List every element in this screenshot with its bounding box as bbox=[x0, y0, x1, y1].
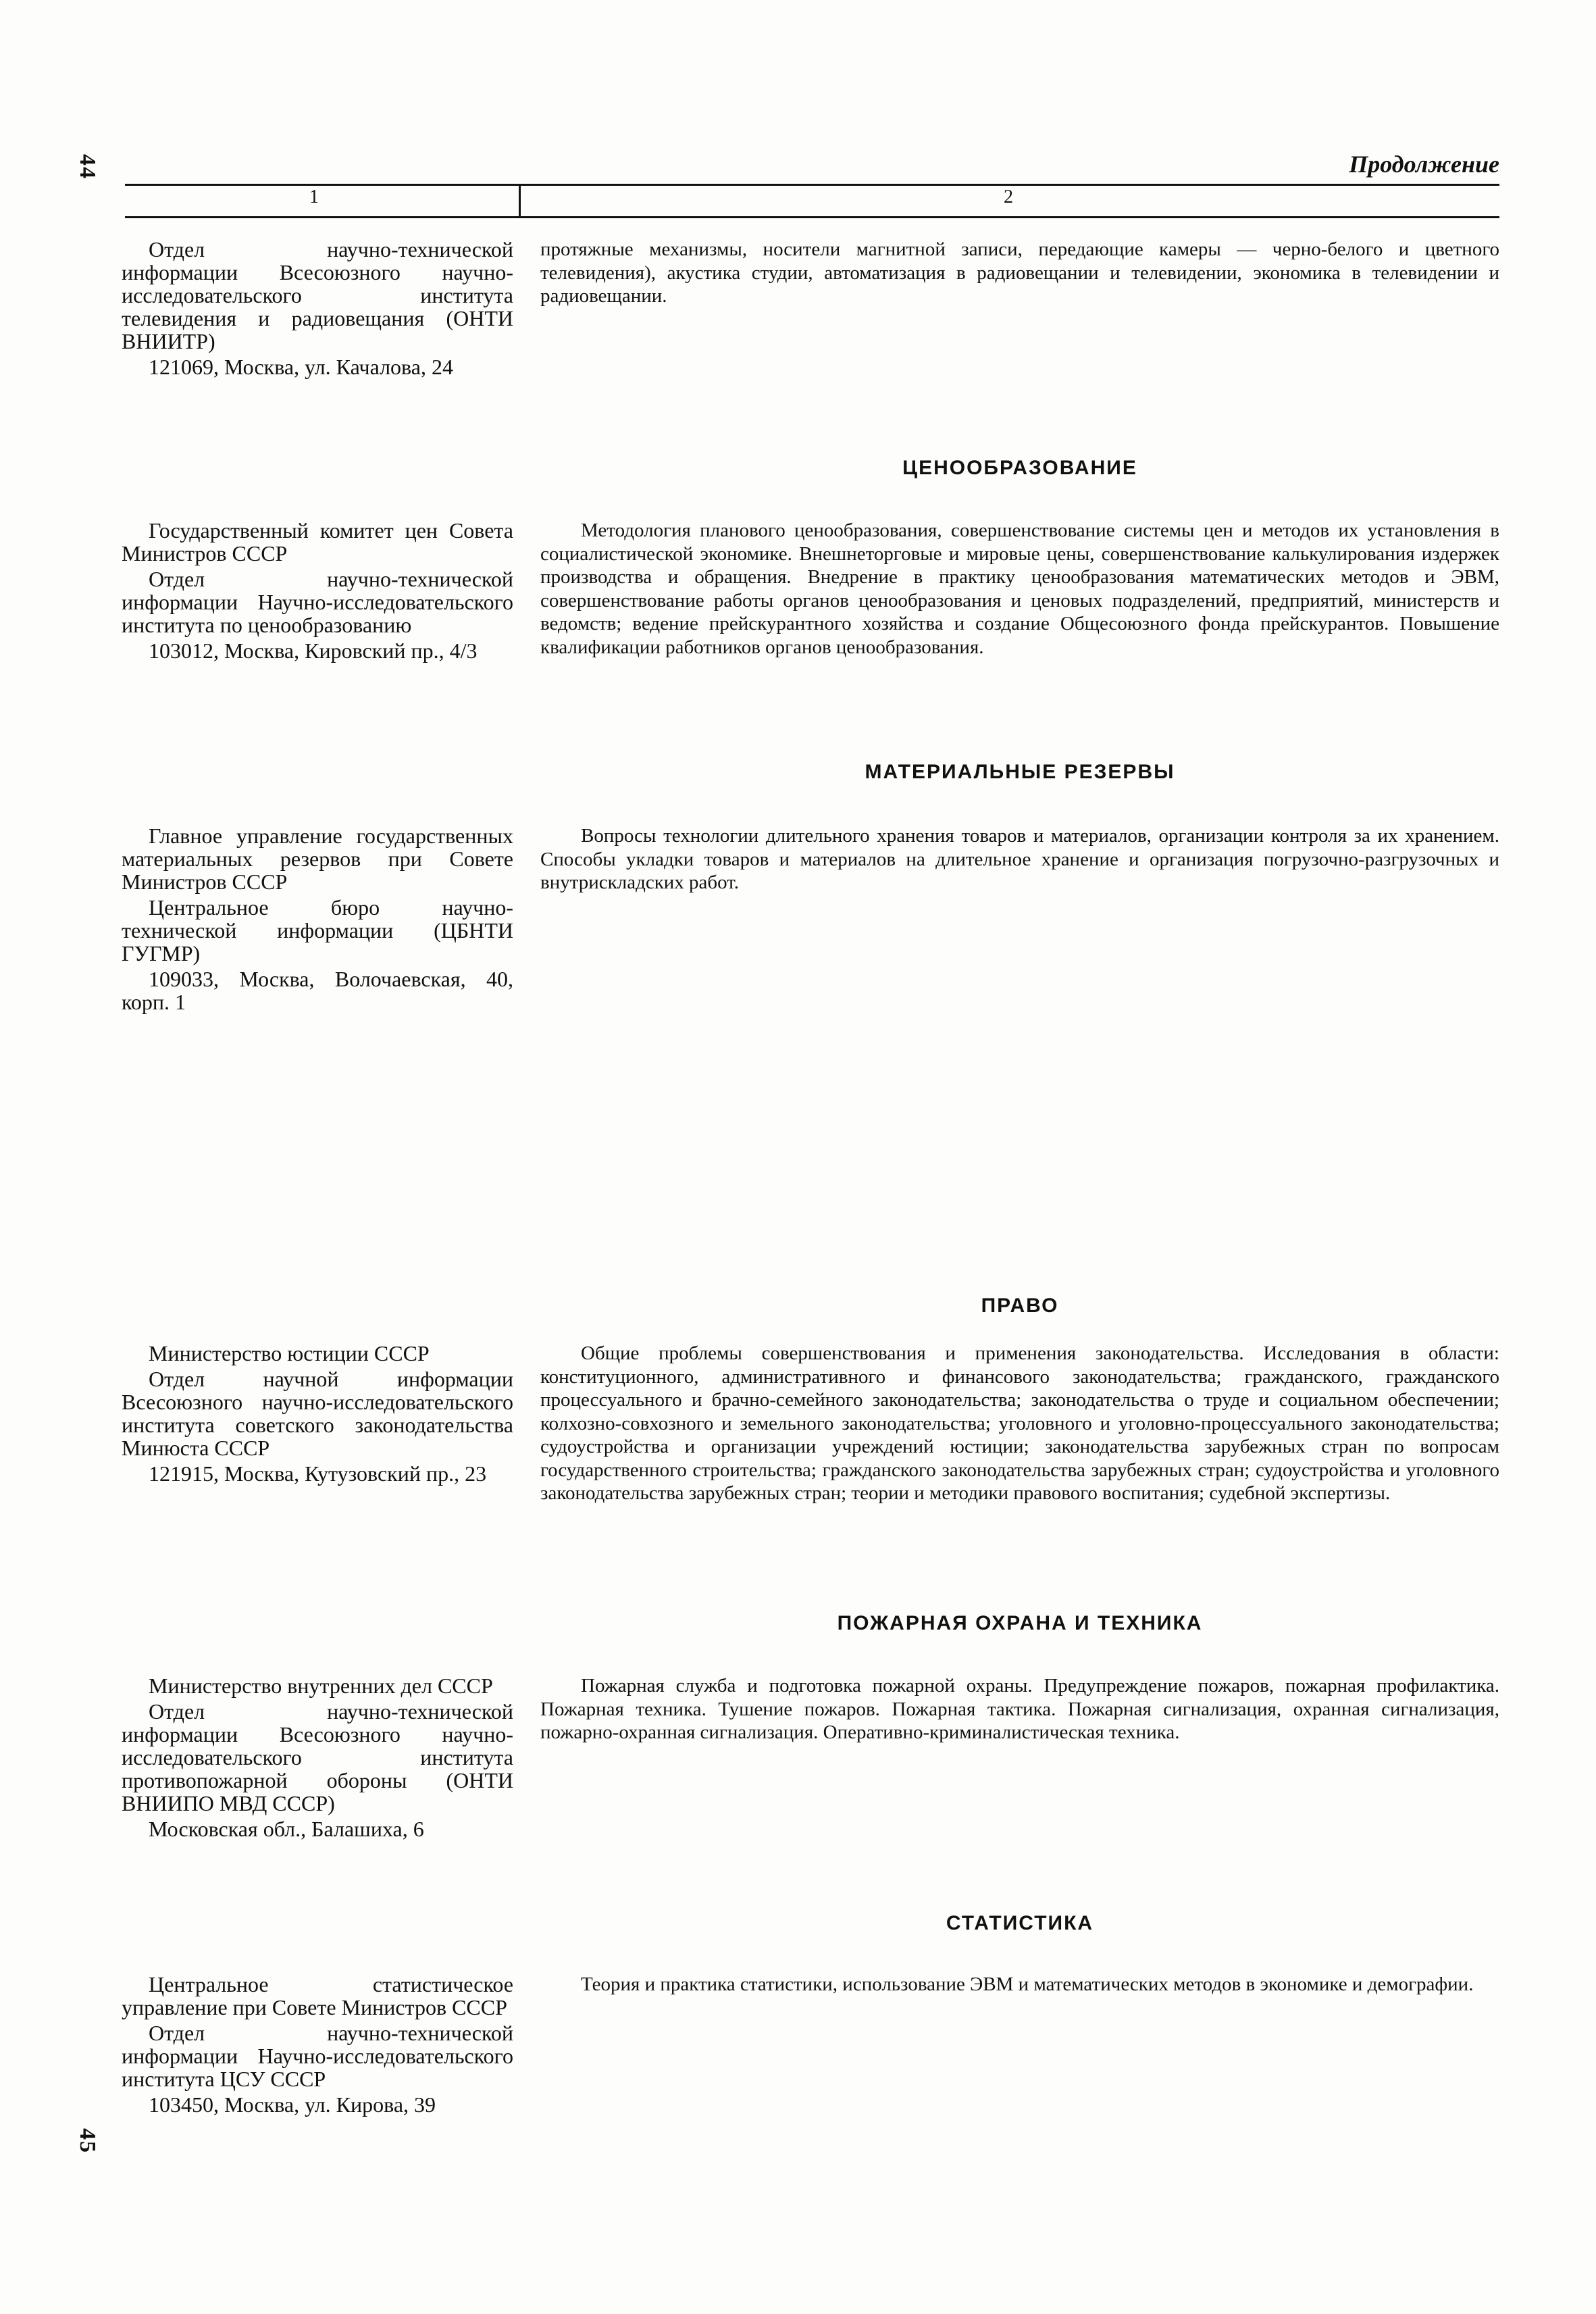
page-number-top: 44 bbox=[75, 154, 100, 180]
description-text: Вопросы технологии длительного хранения товаров и материалов, организации контроля за их хранением. Способы укладки товаров и материалов на длительное хранение и организация погрузочно-разгрузочных и внутрискладских работ. bbox=[540, 825, 1499, 893]
org-address: 109033, Москва, Волочаевская, 40, корп. 1 bbox=[122, 967, 513, 1014]
section-title-law: ПРАВО bbox=[981, 1294, 1059, 1317]
column-number-2: 2 bbox=[1004, 186, 1013, 207]
org-address: 121069, Москва, ул. Качалова, 24 bbox=[149, 355, 453, 379]
section-law-description bbox=[540, 1342, 1499, 1505]
org-ministry: Государственный комитет цен Совета Министров СССР bbox=[122, 518, 513, 565]
org-address: 121915, Москва, Кутузовский пр., 23 bbox=[149, 1461, 487, 1486]
page-number-bottom: 45 bbox=[75, 2128, 100, 2154]
description-text: Пожарная служба и подготовка пожарной охраны. Предупреждение пожаров, пожарная профилактика. Пожарная техника. Тушение пожаров. Пожарная тактика. Пожарная сигнализация, охранная сигнализация, пожарно-охранная сигнализация. Оперативно-криминалистическая техника. bbox=[540, 1675, 1499, 1743]
section-pricing-description bbox=[540, 519, 1499, 659]
section-title-fire-protection: ПОЖАРНАЯ ОХРАНА И ТЕХНИКА bbox=[837, 1612, 1203, 1634]
description-text: Методология планового ценообразования, совершенствование системы цен и методов их установления в социалистической экономике. Внешнеторговые и мировые цены, совершенствование калькулирования издержек производства и обращения. Внедрение в практику ценообразования математических методов и ЭВМ, совершенствование работы органов ценообразования и ценовых подразделений, предприятий, министерств и ведомств; ведение прейскурантного хозяйства и создание Общесоюзного фонда прейскурантов. Повышение квалификации работников органов ценообразования. bbox=[540, 520, 1499, 658]
org-department: Отдел научно-технической информации Научно-исследовательского института ЦСУ СССР bbox=[122, 2021, 513, 2091]
org-address: Московская обл., Балашиха, 6 bbox=[149, 1817, 424, 1841]
section-title-pricing: ЦЕНООБРАЗОВАНИЕ bbox=[902, 457, 1137, 479]
org-address: 103450, Москва, ул. Кирова, 39 bbox=[149, 2092, 436, 2117]
section-statistics-description bbox=[540, 1973, 1499, 1996]
header-rule-bottom bbox=[125, 216, 1499, 218]
section-title-statistics: СТАТИСТИКА bbox=[946, 1912, 1094, 1934]
header-rule-top bbox=[125, 184, 1499, 186]
section-pricing-organization bbox=[122, 519, 513, 662]
section-fire-description bbox=[540, 1674, 1499, 1744]
section-law-organization bbox=[122, 1342, 513, 1485]
intro-description bbox=[540, 238, 1499, 308]
org-ministry: Министерство юстиции СССР bbox=[149, 1341, 430, 1365]
description-text: протяжные механизмы, носители магнитной записи, передающие камеры — черно-белого и цветного телевидения), акустика студии, автоматизация в радиовещании и телевидении, экономика в телевидении и радиовещании. bbox=[540, 238, 1499, 307]
description-text: Общие проблемы совершенствования и применения законодательства. Исследования в области: конституционного, административного и финансового законодательства; гражданского, гражданского процессуального и брачно-семейного законодательства; законодательства о труде и социальном обеспечении; колхозно-совхозного и земельного законодательства; уголовного и уголовно-процессуального законодательства; судоустройства и организации учреждений юстиции; законодательства зарубежных стран по вопросам государственного строительства; гражданского законодательства зарубежных стран; судоустройства и уголовного законодательства зарубежных стран; теории и методики правового воспитания; судебной экспертизы. bbox=[540, 1342, 1499, 1504]
org-department: Центральное бюро научно-технической информации (ЦБНТИ ГУГМР) bbox=[122, 895, 513, 965]
section-fire-organization bbox=[122, 1674, 513, 1840]
org-department: Отдел научной информации Всесоюзного научно-исследовательского института советского законодательства Минюста СССР bbox=[122, 1367, 513, 1460]
org-department: Отдел научно-технической информации Всесоюзного научно-исследовательского института противопожарной обороны (ОНТИ ВНИИПО МВД СССР) bbox=[122, 1699, 513, 1815]
section-reserves-organization bbox=[122, 824, 513, 1013]
column-number-1: 1 bbox=[309, 186, 319, 207]
org-department: Отдел научно-технической информации Научно-исследовательского института по ценообразованию bbox=[122, 567, 513, 637]
description-text: Теория и практика статистики, использование ЭВМ и математических методов в экономике и демографии. bbox=[581, 1973, 1474, 1995]
org-ministry: Главное управление государственных материальных резервов при Совете Министров СССР bbox=[122, 824, 513, 894]
section-reserves-description bbox=[540, 824, 1499, 895]
section-statistics-organization bbox=[122, 1973, 513, 2116]
header-column-divider bbox=[519, 184, 521, 216]
intro-organization bbox=[122, 238, 513, 378]
org-ministry: Министерство внутренних дел СССР bbox=[149, 1674, 493, 1698]
continuation-label: Продолжение bbox=[1349, 151, 1499, 178]
org-ministry: Центральное статистическое управление при Совете Министров СССР bbox=[122, 1972, 513, 2019]
org-name: Отдел научно-технической информации Всесоюзного научно-исследовательского института телевидения и радиовещания (ОНТИ ВНИИТР) bbox=[122, 237, 513, 353]
section-title-material-reserves: МАТЕРИАЛЬНЫЕ РЕЗЕРВЫ bbox=[865, 761, 1175, 783]
org-address: 103012, Москва, Кировский пр., 4/3 bbox=[149, 638, 478, 663]
